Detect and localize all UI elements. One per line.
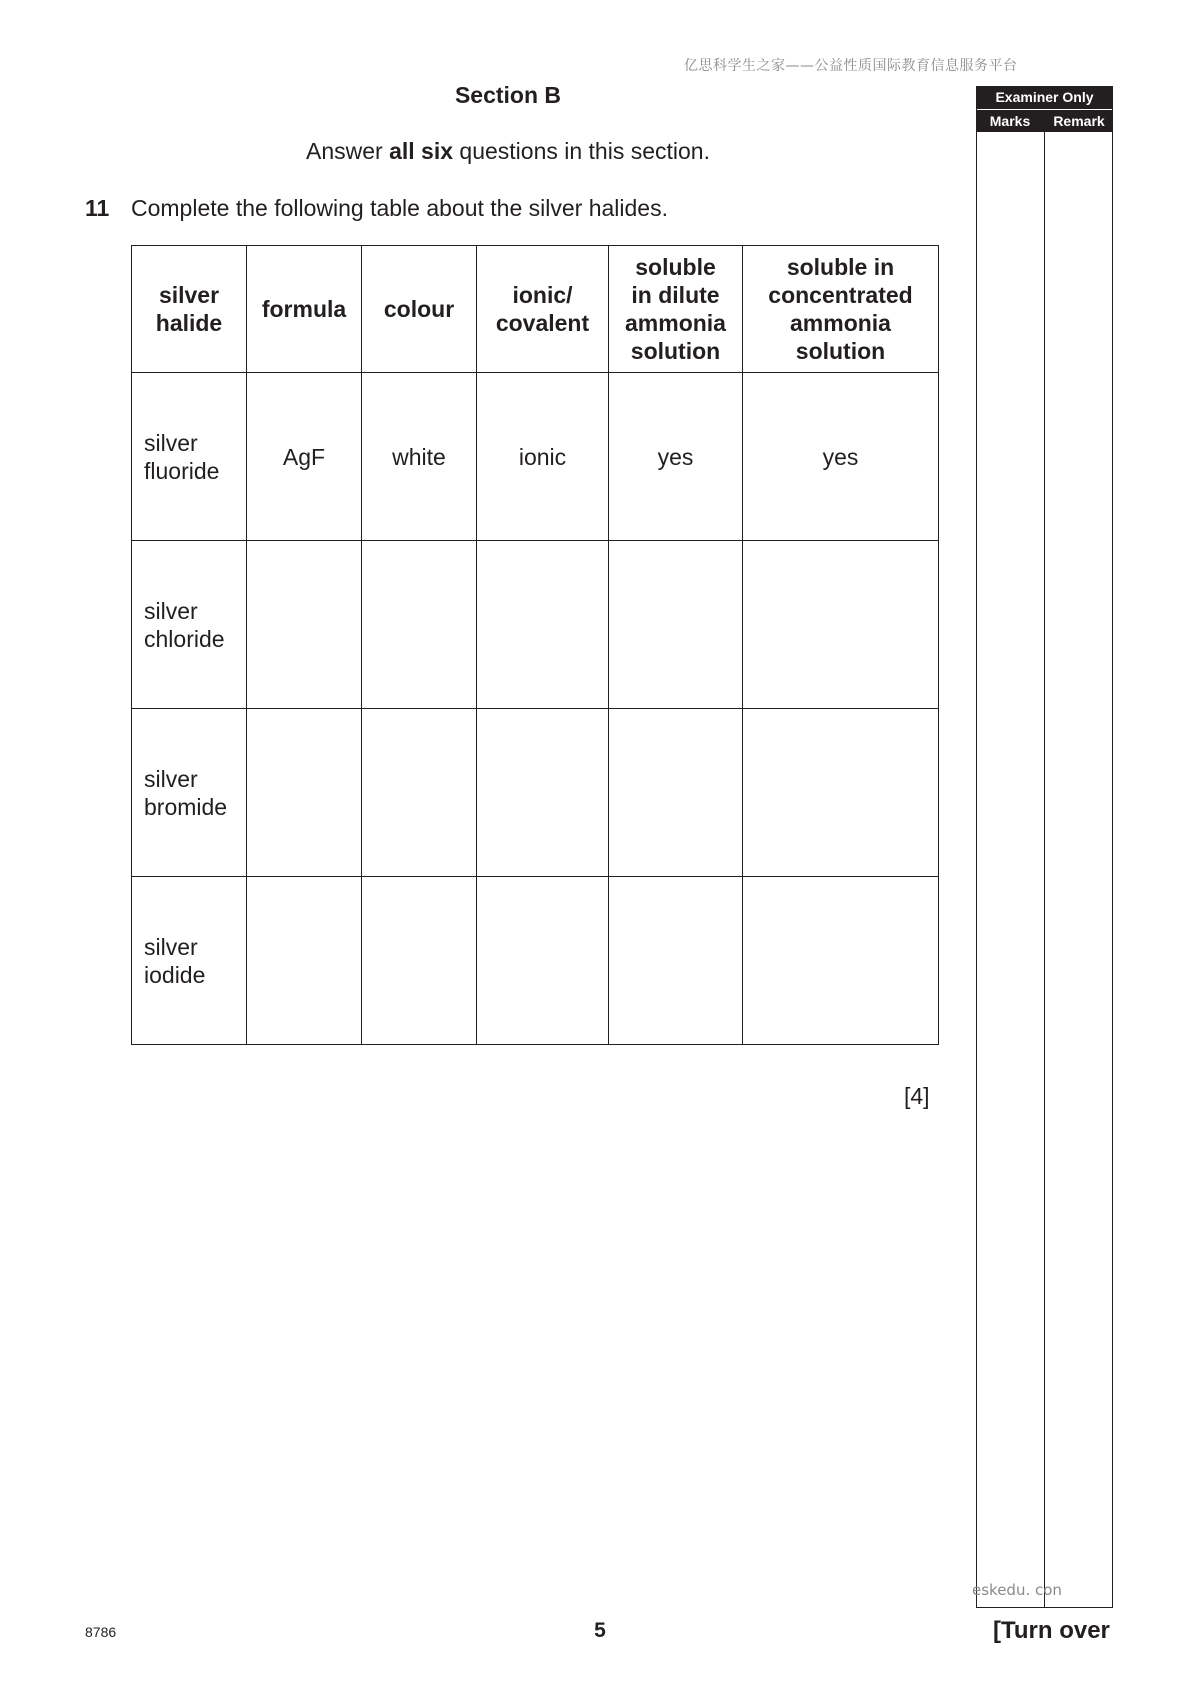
- table-row-silver-bromide: [132, 709, 939, 877]
- answer-cell-colour[interactable]: [362, 541, 477, 709]
- header-colour: colour: [362, 246, 477, 373]
- cell-halide-name: silver fluoride: [132, 373, 247, 541]
- answer-cell-concentrated-ammonia[interactable]: [743, 877, 939, 1045]
- cell-dilute-ammonia: yes: [609, 373, 743, 541]
- answer-cell-formula[interactable]: [247, 709, 362, 877]
- answer-cell-formula[interactable]: [247, 877, 362, 1045]
- header-soluble-concentrated-ammonia: soluble in concentrated ammonia solution: [743, 246, 939, 373]
- answer-cell-dilute-ammonia[interactable]: [609, 709, 743, 877]
- instruction-post: questions in this section.: [453, 138, 710, 164]
- section-instruction: [0, 138, 1016, 165]
- turn-over-label: [Turn over: [993, 1617, 1110, 1644]
- answer-cell-bonding[interactable]: [477, 541, 609, 709]
- header-soluble-dilute-ammonia: soluble in dilute ammonia solution: [609, 246, 743, 373]
- cell-halide-name: silver chloride: [132, 541, 247, 709]
- cell-concentrated-ammonia: yes: [743, 373, 939, 541]
- table-row-silver-iodide: [132, 877, 939, 1045]
- answer-cell-bonding[interactable]: [477, 709, 609, 877]
- cell-halide-name: silver bromide: [132, 709, 247, 877]
- answer-cell-concentrated-ammonia[interactable]: [743, 541, 939, 709]
- table-row-silver-fluoride: [132, 373, 939, 541]
- table-row-silver-chloride: [132, 541, 939, 709]
- examiner-only-box: [976, 86, 1113, 1608]
- table-header-row: [132, 246, 939, 373]
- question-text: Complete the following table about the silver halides.: [131, 195, 668, 221]
- examiner-only-title: Examiner Only: [976, 86, 1113, 109]
- answer-cell-formula[interactable]: [247, 541, 362, 709]
- header-formula: formula: [247, 246, 362, 373]
- examiner-remark-label: Remark: [1045, 110, 1113, 132]
- section-title: Section B: [454, 82, 562, 108]
- page-number: 5: [594, 1619, 606, 1642]
- question-number: 11: [85, 195, 110, 221]
- answer-cell-colour[interactable]: [362, 877, 477, 1045]
- cell-colour: white: [362, 373, 477, 541]
- paper-code: 8786: [85, 1624, 117, 1640]
- answer-cell-concentrated-ammonia[interactable]: [743, 709, 939, 877]
- cell-halide-name: silver iodide: [132, 877, 247, 1045]
- watermark-bottom: eskedu. con: [972, 1581, 1062, 1599]
- answer-cell-dilute-ammonia[interactable]: [609, 541, 743, 709]
- header-silver-halide: silver halide: [132, 246, 247, 373]
- instruction-pre: Answer: [305, 138, 390, 164]
- answer-cell-colour[interactable]: [362, 709, 477, 877]
- cell-formula: AgF: [247, 373, 362, 541]
- cell-bonding: ionic: [477, 373, 609, 541]
- instruction-emphasis: all six: [389, 138, 454, 164]
- examiner-column-divider: [1044, 110, 1045, 1608]
- answer-cell-dilute-ammonia[interactable]: [609, 877, 743, 1045]
- examiner-marks-label: Marks: [976, 110, 1044, 132]
- watermark-top: 亿思科学生之家——公益性质国际教育信息服务平台: [684, 58, 1018, 74]
- header-ionic-covalent: ionic/ covalent: [477, 246, 609, 373]
- marks-allocation: [4]: [904, 1083, 930, 1109]
- answer-cell-bonding[interactable]: [477, 877, 609, 1045]
- silver-halides-table: [131, 245, 939, 1045]
